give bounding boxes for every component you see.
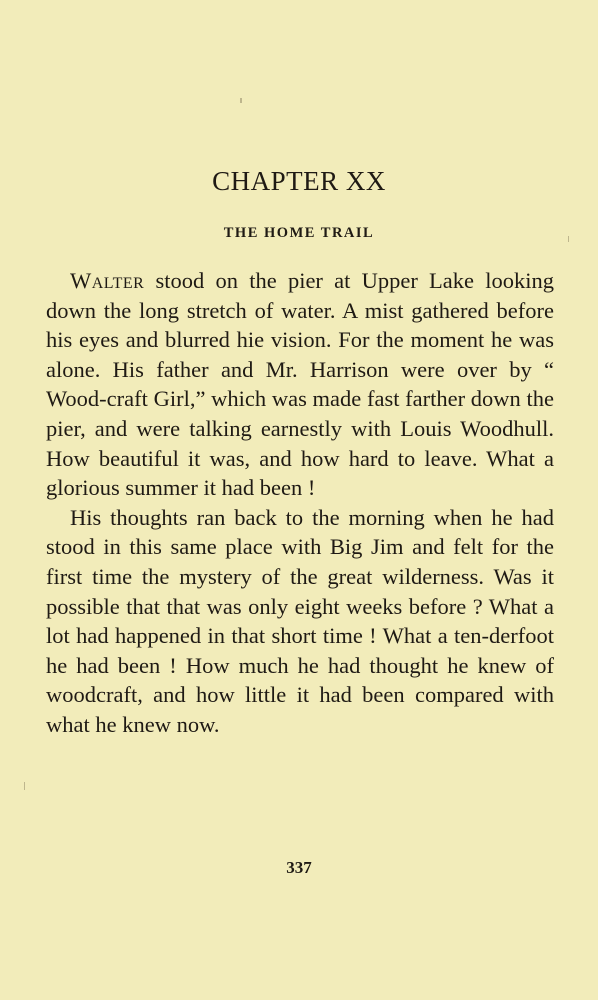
paper-speck xyxy=(24,782,25,790)
paragraph xyxy=(46,503,554,740)
page-number: 337 xyxy=(286,858,312,877)
paragraph-text: His thoughts ran back to the morning when he had stood in this same place with Big Jim and felt for the first time the mystery of the great wilderness. Was it possible that that was only eight weeks before ? What a lot had happened in that short time ! What a ten-derfoot he had been ! How much he had thought he knew of woodcraft, and how little it had been compared with what he knew now. xyxy=(46,504,554,737)
chapter-title: CHAPTER XX xyxy=(212,166,386,196)
body-text xyxy=(46,266,554,740)
paragraph-lead-word: Walter xyxy=(70,268,145,293)
chapter-subtitle: THE HOME TRAIL xyxy=(223,225,375,241)
paper-speck xyxy=(240,98,242,103)
paragraph xyxy=(46,266,554,503)
paragraph-text: stood on the pier at Upper Lake looking down the long stretch of water. A mist gathered before his eyes and blurred hie vision. For the moment he was alone. His father and Mr. Harrison were over by “ Wood-craft Girl,” which was made fast farther down the pier, and were talking earnestly with Louis Woodhull. How beautiful it was, and how hard to leave. What a glorious summer it had been ! xyxy=(46,268,554,501)
